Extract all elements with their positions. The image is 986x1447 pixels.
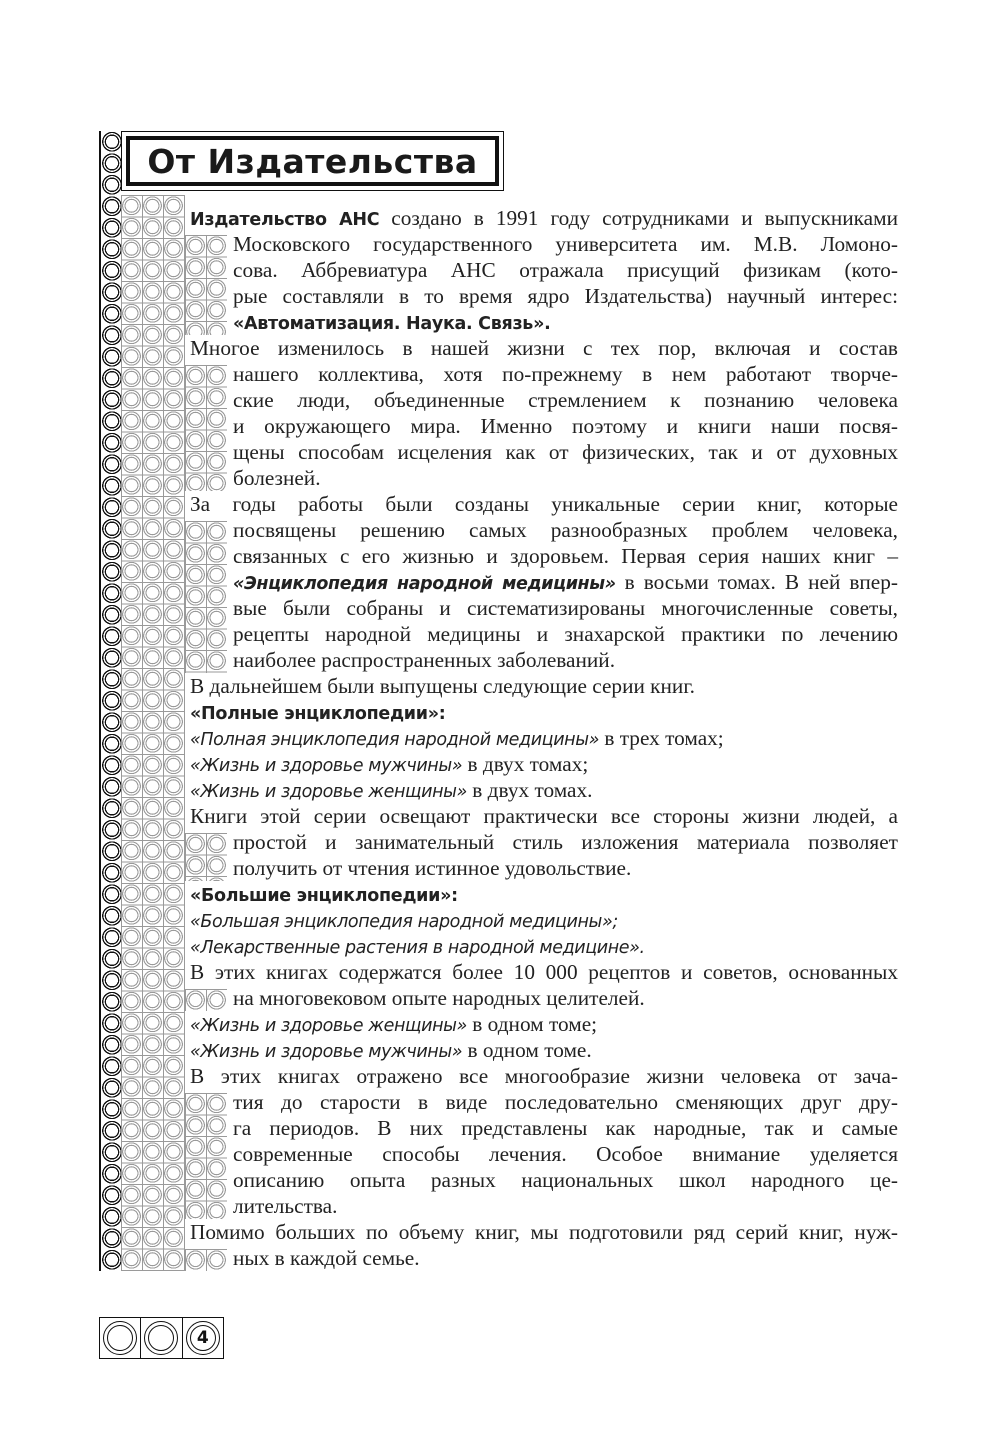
- text-run: лительства.: [233, 1194, 338, 1218]
- text-line: [190, 1089, 898, 1115]
- page-number-ring-icon: [186, 1321, 220, 1355]
- paragraph: [190, 673, 898, 699]
- text-line: [190, 933, 898, 959]
- text-run: Московского государственного университета им. М.В. Ломоно-: [233, 232, 898, 256]
- text-run: на многовековом опыте народных целителей.: [233, 986, 645, 1010]
- page-number-footer: [99, 1317, 224, 1359]
- paragraph: [190, 959, 898, 1011]
- paragraph: [190, 491, 898, 673]
- text-run: связанных с его жизнью и здоровьем. Первая серия наших книг –: [233, 544, 898, 568]
- italic-text-run: «Жизнь и здоровье женщины»: [190, 1016, 467, 1036]
- paragraph: [190, 933, 898, 959]
- text-run: За годы работы были созданы уникальные серии книг, которые: [190, 492, 898, 516]
- text-line: [190, 569, 898, 595]
- text-line: [190, 413, 898, 439]
- footer-cell: [141, 1318, 182, 1358]
- footer-cell: [100, 1318, 141, 1358]
- text-run: получить от чтения истинное удовольствие.: [233, 856, 632, 880]
- text-line: [190, 283, 898, 309]
- text-run: вые были собраны и систематизированы многочисленные советы,: [233, 596, 898, 620]
- bold-text-run: «Автоматизация. Наука. Связь».: [233, 314, 551, 334]
- text-line: [190, 595, 898, 621]
- text-line: [190, 1115, 898, 1141]
- paragraph: [190, 907, 898, 933]
- text-run: посвящены решению самых разнообразных проблем человека,: [233, 518, 898, 542]
- bold-text-run: «Полные энциклопедии»:: [190, 704, 446, 724]
- text-line: [190, 543, 898, 569]
- text-line: [190, 1167, 898, 1193]
- paragraph: [190, 881, 898, 907]
- text-line: [190, 855, 898, 881]
- text-line: [190, 1141, 898, 1167]
- text-run: нашего коллектива, хотя по-прежнему в нем работают творче-: [233, 362, 898, 386]
- bold-text-run: «Большие энциклопедии»:: [190, 886, 458, 906]
- text-line: [190, 231, 898, 257]
- text-line: [190, 491, 898, 517]
- text-line: [190, 361, 898, 387]
- paragraph: [190, 1037, 898, 1063]
- text-line: [190, 1063, 898, 1089]
- text-line: [190, 647, 898, 673]
- italic-text-run: «Жизнь и здоровье мужчины»: [190, 756, 463, 776]
- paragraph: [190, 1011, 898, 1037]
- text-line: [190, 1193, 898, 1219]
- text-run: и окружающего мира. Именно поэтому и книги наши посвя-: [233, 414, 898, 438]
- italic-text-run: «Жизнь и здоровье женщины»: [190, 782, 467, 802]
- ring-icon: [103, 1321, 137, 1355]
- text-run: в двух томах.: [466, 778, 593, 802]
- text-line: [190, 751, 898, 777]
- paragraph: [190, 725, 898, 751]
- text-line: [190, 985, 898, 1011]
- text-run: В дальнейшем были выпущены следующие серии книг.: [190, 674, 695, 698]
- text-run: щены способам исцеления как от физических, так и от духовных: [233, 440, 898, 464]
- text-run: ных в каждой семье.: [233, 1246, 420, 1270]
- text-line: [190, 803, 898, 829]
- paragraph: [190, 205, 898, 335]
- text-line: [190, 699, 898, 725]
- body-text: [190, 205, 898, 1271]
- text-line: [190, 777, 898, 803]
- text-run: болезней.: [233, 466, 321, 490]
- text-line: [190, 881, 898, 907]
- text-run: в одном томе;: [466, 1012, 598, 1036]
- text-run: сова. Аббревиатура АНС отражала присущий физикам (кото-: [233, 258, 898, 282]
- text-line: [190, 725, 898, 751]
- text-run: рецепты народной медицины и знахарской практики по лечению: [233, 622, 898, 646]
- text-line: [190, 1245, 898, 1271]
- text-line: [190, 907, 898, 933]
- text-line: [190, 1011, 898, 1037]
- text-line: [190, 829, 898, 855]
- text-run: в трех томах;: [599, 726, 724, 750]
- ring-icon: [144, 1321, 178, 1355]
- text-run: создано в 1991 году сотрудниками и выпускниками: [379, 206, 898, 230]
- italic-text-run: «Жизнь и здоровье мужчины»: [190, 1042, 463, 1062]
- paragraph: [190, 335, 898, 491]
- text-line: [190, 309, 898, 335]
- text-run: простой и занимательный стиль изложения материала позволяет: [233, 830, 898, 854]
- paragraph: [190, 1063, 898, 1219]
- text-run: в двух томах;: [462, 752, 589, 776]
- text-run: В этих книгах отражено все многообразие жизни человека от зача-: [190, 1064, 898, 1088]
- text-line: [190, 959, 898, 985]
- text-line: [190, 673, 898, 699]
- italic-text-run: «Большая энциклопедия народной медицины»;: [190, 912, 618, 932]
- paragraph: [190, 777, 898, 803]
- text-run: Помимо больших по объему книг, мы подготовили ряд серий книг, нуж-: [190, 1220, 898, 1244]
- footer-cell: [183, 1318, 223, 1358]
- bolditalic-text-run: «Энциклопедия народной медицины»: [233, 574, 616, 594]
- paragraph: [190, 1219, 898, 1271]
- text-run: в восьми томах. В ней впер-: [615, 570, 898, 594]
- italic-text-run: «Лекарственные растения в народной медицине».: [190, 938, 645, 958]
- text-run: описанию опыта разных национальных школ народного це-: [233, 1168, 898, 1192]
- paragraph: [190, 699, 898, 725]
- text-run: тия до старости в виде последовательно сменяющих друг дру-: [233, 1090, 898, 1114]
- page-title: От Издательства: [126, 136, 499, 186]
- paragraph: [190, 803, 898, 881]
- text-run: ские люди, объединенные стремлением к познанию человека: [233, 388, 898, 412]
- text-run: рые составляли в то время ядро Издательства) научный интерес:: [233, 284, 898, 308]
- text-line: [190, 465, 898, 491]
- text-run: В этих книгах содержатся более 10 000 рецептов и советов, основанных: [190, 960, 898, 984]
- text-line: [190, 517, 898, 543]
- page-number: 4: [190, 1325, 216, 1351]
- text-run: наиболее распространенных заболеваний.: [233, 648, 616, 672]
- text-line: [190, 1219, 898, 1245]
- text-run: га периодов. В них представлены как народные, так и самые: [233, 1116, 898, 1140]
- section-title-box: [121, 131, 504, 191]
- text-run: Книги этой серии освещают практически все стороны жизни людей, а: [190, 804, 898, 828]
- decorative-grey-pattern: [121, 195, 185, 1271]
- paragraph: [190, 751, 898, 777]
- italic-text-run: «Полная энциклопедия народной медицины»: [190, 730, 600, 750]
- text-line: [190, 439, 898, 465]
- text-run: в одном томе.: [462, 1038, 592, 1062]
- text-line: [190, 387, 898, 413]
- decorative-circle-border: [99, 131, 123, 1271]
- text-run: современные способы лечения. Особое внимание уделяется: [233, 1142, 898, 1166]
- text-line: [190, 257, 898, 283]
- text-line: [190, 1037, 898, 1063]
- bold-text-run: Издательство АНС: [190, 210, 380, 230]
- text-line: [190, 205, 898, 231]
- text-line: [190, 335, 898, 361]
- text-line: [190, 621, 898, 647]
- text-run: Многое изменилось в нашей жизни с тех пор, включая и состав: [190, 336, 898, 360]
